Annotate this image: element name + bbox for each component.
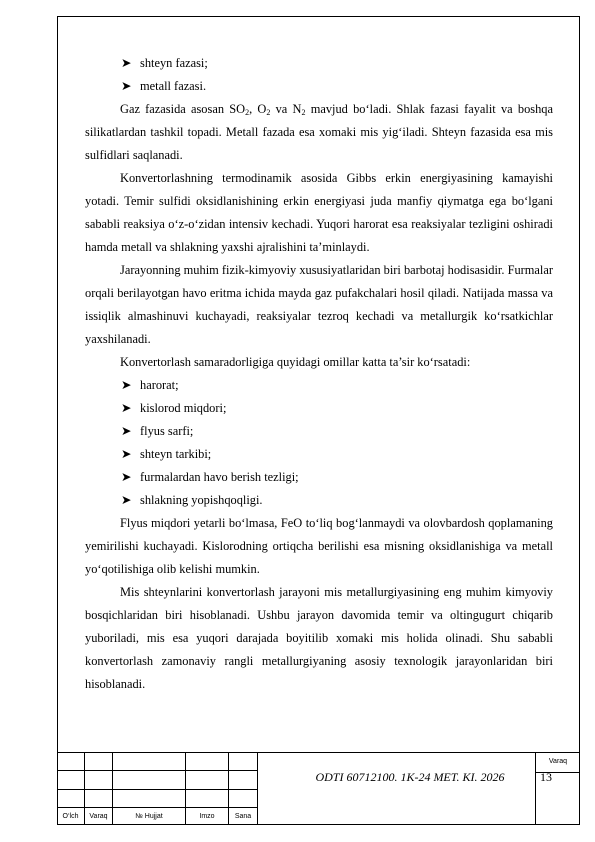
stamp-label-sana: Sana [234, 813, 252, 820]
list-item [85, 374, 553, 397]
arrow-bullet-icon: ➤ [121, 401, 132, 415]
arrow-bullet-icon: ➤ [121, 79, 132, 93]
stamp-label-olch: O‘lch [62, 813, 79, 820]
document-code: ODTI 60712100. 1K-24 MET. KI. 2026 [315, 770, 505, 784]
list-item [85, 489, 553, 512]
list-item-text: furmalardan havo berish tezligi; [140, 470, 299, 484]
paragraph-bubbling: Jarayonning muhim fizik-kimyoviy xususiyatlaridan biri barbotaj hodisasidir. Furmalar orqali berilayotgan havo eritma ichida mayda gaz pufakchalari hosil qiladi. Natijada massa va issiqlik almashinuvi kuchayadi, reaksiyalar tezroq kechadi va metallurgik ko‘rsatkichlar yaxshilanadi. [85, 263, 553, 346]
paragraph-factors-intro: Konvertorlash samaradorligiga quyidagi omillar katta ta’sir ko‘rsatadi: [120, 355, 471, 369]
page-number: 13 [540, 770, 552, 784]
arrow-bullet-icon: ➤ [121, 470, 132, 484]
stamp-label-hujjat: № Hujjat [135, 813, 163, 820]
list-item [85, 397, 553, 420]
paragraph-flux: Flyus miqdori yetarli bo‘lmasa, FeO to‘liq bog‘lanmaydi va olovbardosh qoplamaning yemirilishi kuchayadi. Kislorodning ortiqcha berilishi esa misning oksidlanishiga va metall yo‘qotilishiga olib kelishi mumkin. [85, 516, 553, 576]
paragraph-thermodynamics: Konvertorlashning termodinamik asosida Gibbs erkin energiyasining kamayishi yotadi. Temir sulfidi oksidlanishining erkin energiyasi juda manfiy qiymatga ega bo‘lgani sababli reaksiya o‘z-o‘zidan intensiv kechadi. Yuqori harorat esa reaksiyalar tezligini oshiradi hamda metall va shlakning yaxshi ajralishini ta’minlaydi. [85, 171, 553, 254]
arrow-bullet-icon: ➤ [121, 493, 132, 507]
paragraph-phases: Gaz fazasida asosan $SO_2$, $O_2$ va $N_2$ mavjud bo‘ladi. Shlak fazasi fayalit va boshqa silikatlardan tashkil topadi. Metall fazada esa xomaki mis yig‘iladi. Shteyn fazasida esa mis sulfidlari saqlanadi. [85, 102, 553, 162]
paragraph-conclusion: Mis shteynlarini konvertorlash jarayoni mis metallurgiyasining eng muhim kimyoviy bosqichlaridan biri hisoblanadi. Ushbu jarayon davomida temir va oltingugurt chiqarib yuboriladi, mis esa yuqori darajada boyitilib xomaki mis holida olinadi. Shu sababli konvertorlash zamonaviy rangli metallurgiyaning asosiy texnologik jarayonlaridan biri hisoblanadi. [85, 585, 553, 691]
arrow-bullet-icon: ➤ [121, 447, 132, 461]
title-block-stamp [57, 752, 580, 825]
list-item-text: shteyn tarkibi; [140, 447, 212, 461]
arrow-bullet-icon: ➤ [121, 56, 132, 70]
list-item-text: harorat; [140, 378, 179, 392]
list-item [85, 443, 553, 466]
document-body [85, 52, 553, 696]
list-item [85, 75, 553, 98]
list-item-text: flyus sarfi; [140, 424, 194, 438]
list-item-text: shteyn fazasi; [140, 56, 208, 70]
stamp-label-imzo: Imzo [199, 813, 215, 820]
list-item-text: kislorod miqdori; [140, 401, 227, 415]
arrow-bullet-icon: ➤ [121, 378, 132, 392]
list-item [85, 52, 553, 75]
arrow-bullet-icon: ➤ [121, 424, 132, 438]
list-item [85, 466, 553, 489]
list-item-text: metall fazasi. [140, 79, 207, 93]
sheet-label: Varaq [548, 758, 568, 765]
stamp-label-varaq: Varaq [89, 813, 108, 820]
list-item [85, 420, 553, 443]
list-item-text: shlakning yopishqoqligi. [140, 493, 263, 507]
